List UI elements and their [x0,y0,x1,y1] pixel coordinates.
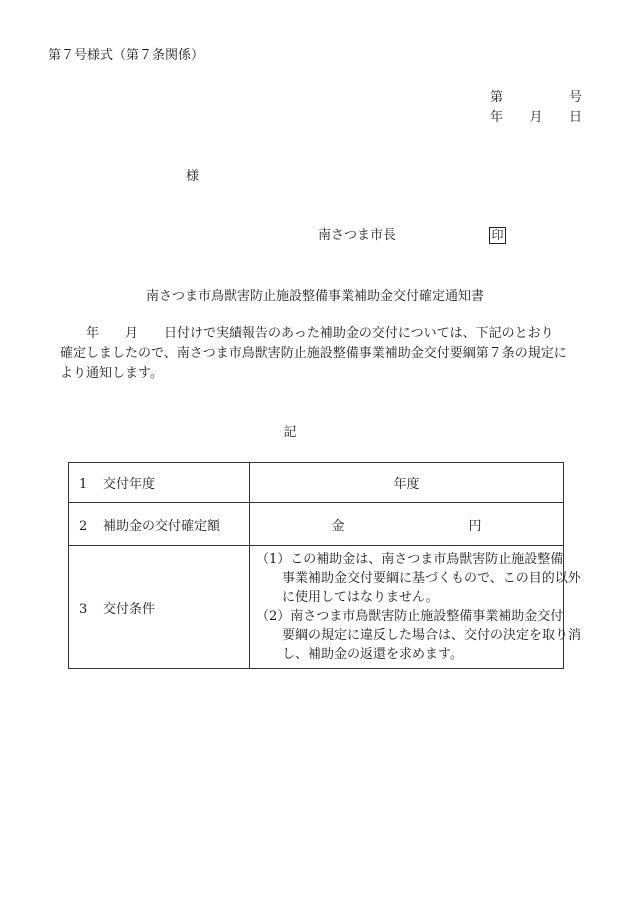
date-year: 年 [490,110,504,125]
condition-marker: （2） [256,609,291,624]
document-title: 南さつま市鳥獣害防止施設整備事業補助金交付確定通知書 [145,289,484,304]
date-month: 月 [529,110,543,125]
details-table [68,462,582,669]
amount-label-cell [69,503,250,546]
condition-marker: （1） [256,552,291,567]
addressee-suffix: 様 [186,169,200,184]
table-row [69,463,564,503]
row-number: 3 [79,601,88,617]
notice-body [60,324,580,384]
date-row [490,110,582,126]
document-number-row [490,90,582,106]
sender-name: 南さつま市長 [318,228,397,243]
seal-mark: 印 [489,227,506,244]
condition-line: 要綱の規定に違反した場合は、交付の決定を取り消 [282,628,582,643]
amount-suffix: 円 [468,518,482,534]
fiscal-year-value-cell [250,463,564,503]
body-line-2: 確定しましたので、南さつま市鳥獣害防止施設整備事業補助金交付要綱第７条の規定に [60,346,567,361]
condition-item [256,550,581,607]
condition-line: に使用してはなりません。 [282,590,439,605]
conditions-label-cell [69,546,250,669]
form-number-label: 第７号様式（第７条関係） [48,48,205,63]
condition-line: 南さつま市鳥獣害防止施設整備事業補助金交付 [290,609,564,624]
condition-line: この補助金は、南さつま市鳥獣害防止施設整備 [290,552,564,567]
body-line-3: より通知します。 [60,366,163,381]
number-suffix: 号 [568,90,582,105]
row-number: 2 [79,518,88,534]
body-line-1: 年 月 日付けで実績報告のあった補助金の交付については、下記のとおり [60,326,554,341]
table-row [69,503,564,546]
condition-line: 事業補助金交付要綱に基づくもので、この目的以外 [282,571,581,586]
number-prefix: 第 [490,90,504,105]
fiscal-year-label-cell [69,463,250,503]
ki-heading: 記 [283,425,297,440]
amount-prefix: 金 [331,518,345,534]
conditions-cell [250,546,582,669]
row-label: 交付年度 [103,477,156,492]
condition-line: し、補助金の返還を求めます。 [282,647,463,662]
row-label: 補助金の交付確定額 [103,518,221,534]
condition-item [256,607,582,664]
fiscal-year-value: 年度 [393,477,420,492]
date-day: 日 [568,110,582,125]
amount-value-cell [250,503,564,546]
row-number: 1 [79,477,88,492]
row-label: 交付条件 [103,601,156,617]
table-row [69,546,564,669]
